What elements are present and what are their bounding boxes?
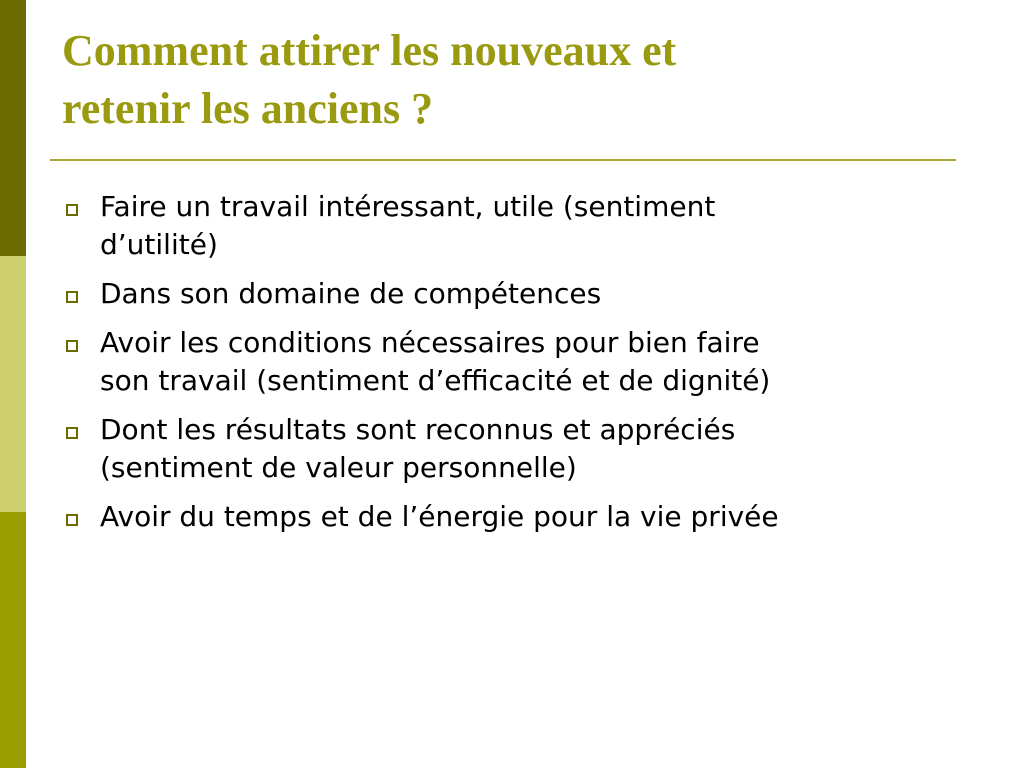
bullet-item — [62, 324, 942, 400]
bullet-text-line-1: Dont les résultats sont reconnus et appréciés — [100, 413, 736, 446]
bullet-item — [62, 275, 942, 313]
bullet-text-line-1: Avoir du temps et de l’énergie pour la vie privée — [100, 500, 779, 533]
title-divider — [50, 159, 956, 161]
hollow-square-bullet-icon — [66, 427, 78, 439]
bullet-text-line-1: Dans son domaine de compétences — [100, 277, 602, 310]
bullet-text-line-2: (sentiment de valeur personnelle) — [100, 451, 577, 484]
hollow-square-bullet-icon — [66, 291, 78, 303]
sidebar-segment-bottom — [0, 512, 26, 768]
bullet-text-line-2: d’utilité) — [100, 228, 218, 261]
hollow-square-bullet-icon — [66, 340, 78, 352]
sidebar-segment-middle — [0, 256, 26, 512]
bullet-item — [62, 411, 942, 487]
slide-title-line-2: retenir les anciens ? — [62, 84, 434, 133]
sidebar-accent — [0, 0, 26, 768]
hollow-square-bullet-icon — [66, 514, 78, 526]
bullet-item — [62, 188, 942, 264]
bullet-item — [62, 498, 942, 536]
bullet-text-line-1: Avoir les conditions nécessaires pour bien faire — [100, 326, 760, 359]
bullet-text-line-2: son travail (sentiment d’efficacité et de dignité) — [100, 364, 771, 397]
hollow-square-bullet-icon — [66, 204, 78, 216]
sidebar-segment-top — [0, 0, 26, 256]
slide-title — [62, 22, 962, 138]
bullet-text-line-1: Faire un travail intéressant, utile (sentiment — [100, 190, 716, 223]
slide-title-line-1: Comment attirer les nouveaux et — [62, 26, 677, 75]
bullet-list — [62, 188, 942, 547]
